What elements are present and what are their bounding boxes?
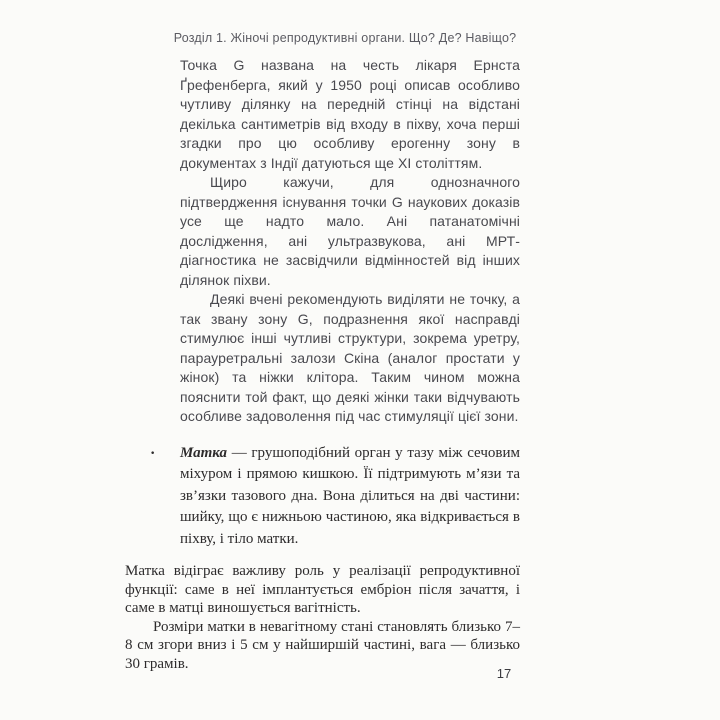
paragraph-uterus-size: Розміри матки в невагітному стані становлять близько 7–8 см згори вниз і 5 см у найширшій частині, вага — близько 30 грамів. — [125, 618, 520, 672]
running-head: Розділ 1. Жіночі репродуктивні органи. Що? Де? Навіщо? — [173, 31, 517, 45]
term-uterus: Матка — [180, 444, 228, 461]
page-number: 17 — [496, 666, 512, 681]
gspot-text-block — [180, 56, 520, 427]
paragraph-gspot-zone: Деякі вчені рекомендують виділяти не точку, а так звану зону G, подразнення якої насправді стимулює інші чутливі структури, зокрема уретру, парауретральні залози Скіна (аналог простати у жінок) та ніжки клітора. Таким чином можна пояснити той факт, що деякі жінки таки відчувають особливе задоволення під час стимуляції цієї зони. — [180, 291, 520, 424]
list-item-uterus-body: — грушоподібний орган у тазу між сечовим міхуром і прямою кишкою. Її підтримують м’язи та зв’язки тазового дна. Вона ділиться на дві частини: шийку, що є нижньою частиною, яка відкривається в піхву, і тіло матки. — [180, 444, 520, 547]
paragraph-gspot-evidence: Щиро кажучи, для однозначного підтвердження існування точки G наукових доказів усе ще надто мало. Ані патанатомічні дослідження, ані ультразвукова, ані МРТ-діагностика не засвідчили відмінностей від інших ділянок піхви. — [180, 174, 520, 288]
list-item-uterus-text — [180, 443, 520, 551]
page-content — [125, 56, 520, 673]
paragraph-uterus-role: Матка відіграє важливу роль у реалізації репродуктивної функції: саме в неї імплантується ембріон після зачаття, і саме в матці виношується вагітність. — [125, 563, 520, 616]
list-item-uterus — [150, 443, 520, 551]
paragraph-gspot-origin: Точка G названа на честь лікаря Ернста Ґрефенберга, який у 1950 році описав особливо чутливу ділянку на передній стінці на відстані декілька сантиметрів від входу в піхву, хоча перші згадки про цю особливу ерогенну зону в документах з Індії датуються ще XI століттям. — [180, 57, 520, 171]
bullet-icon: · — [150, 444, 156, 462]
